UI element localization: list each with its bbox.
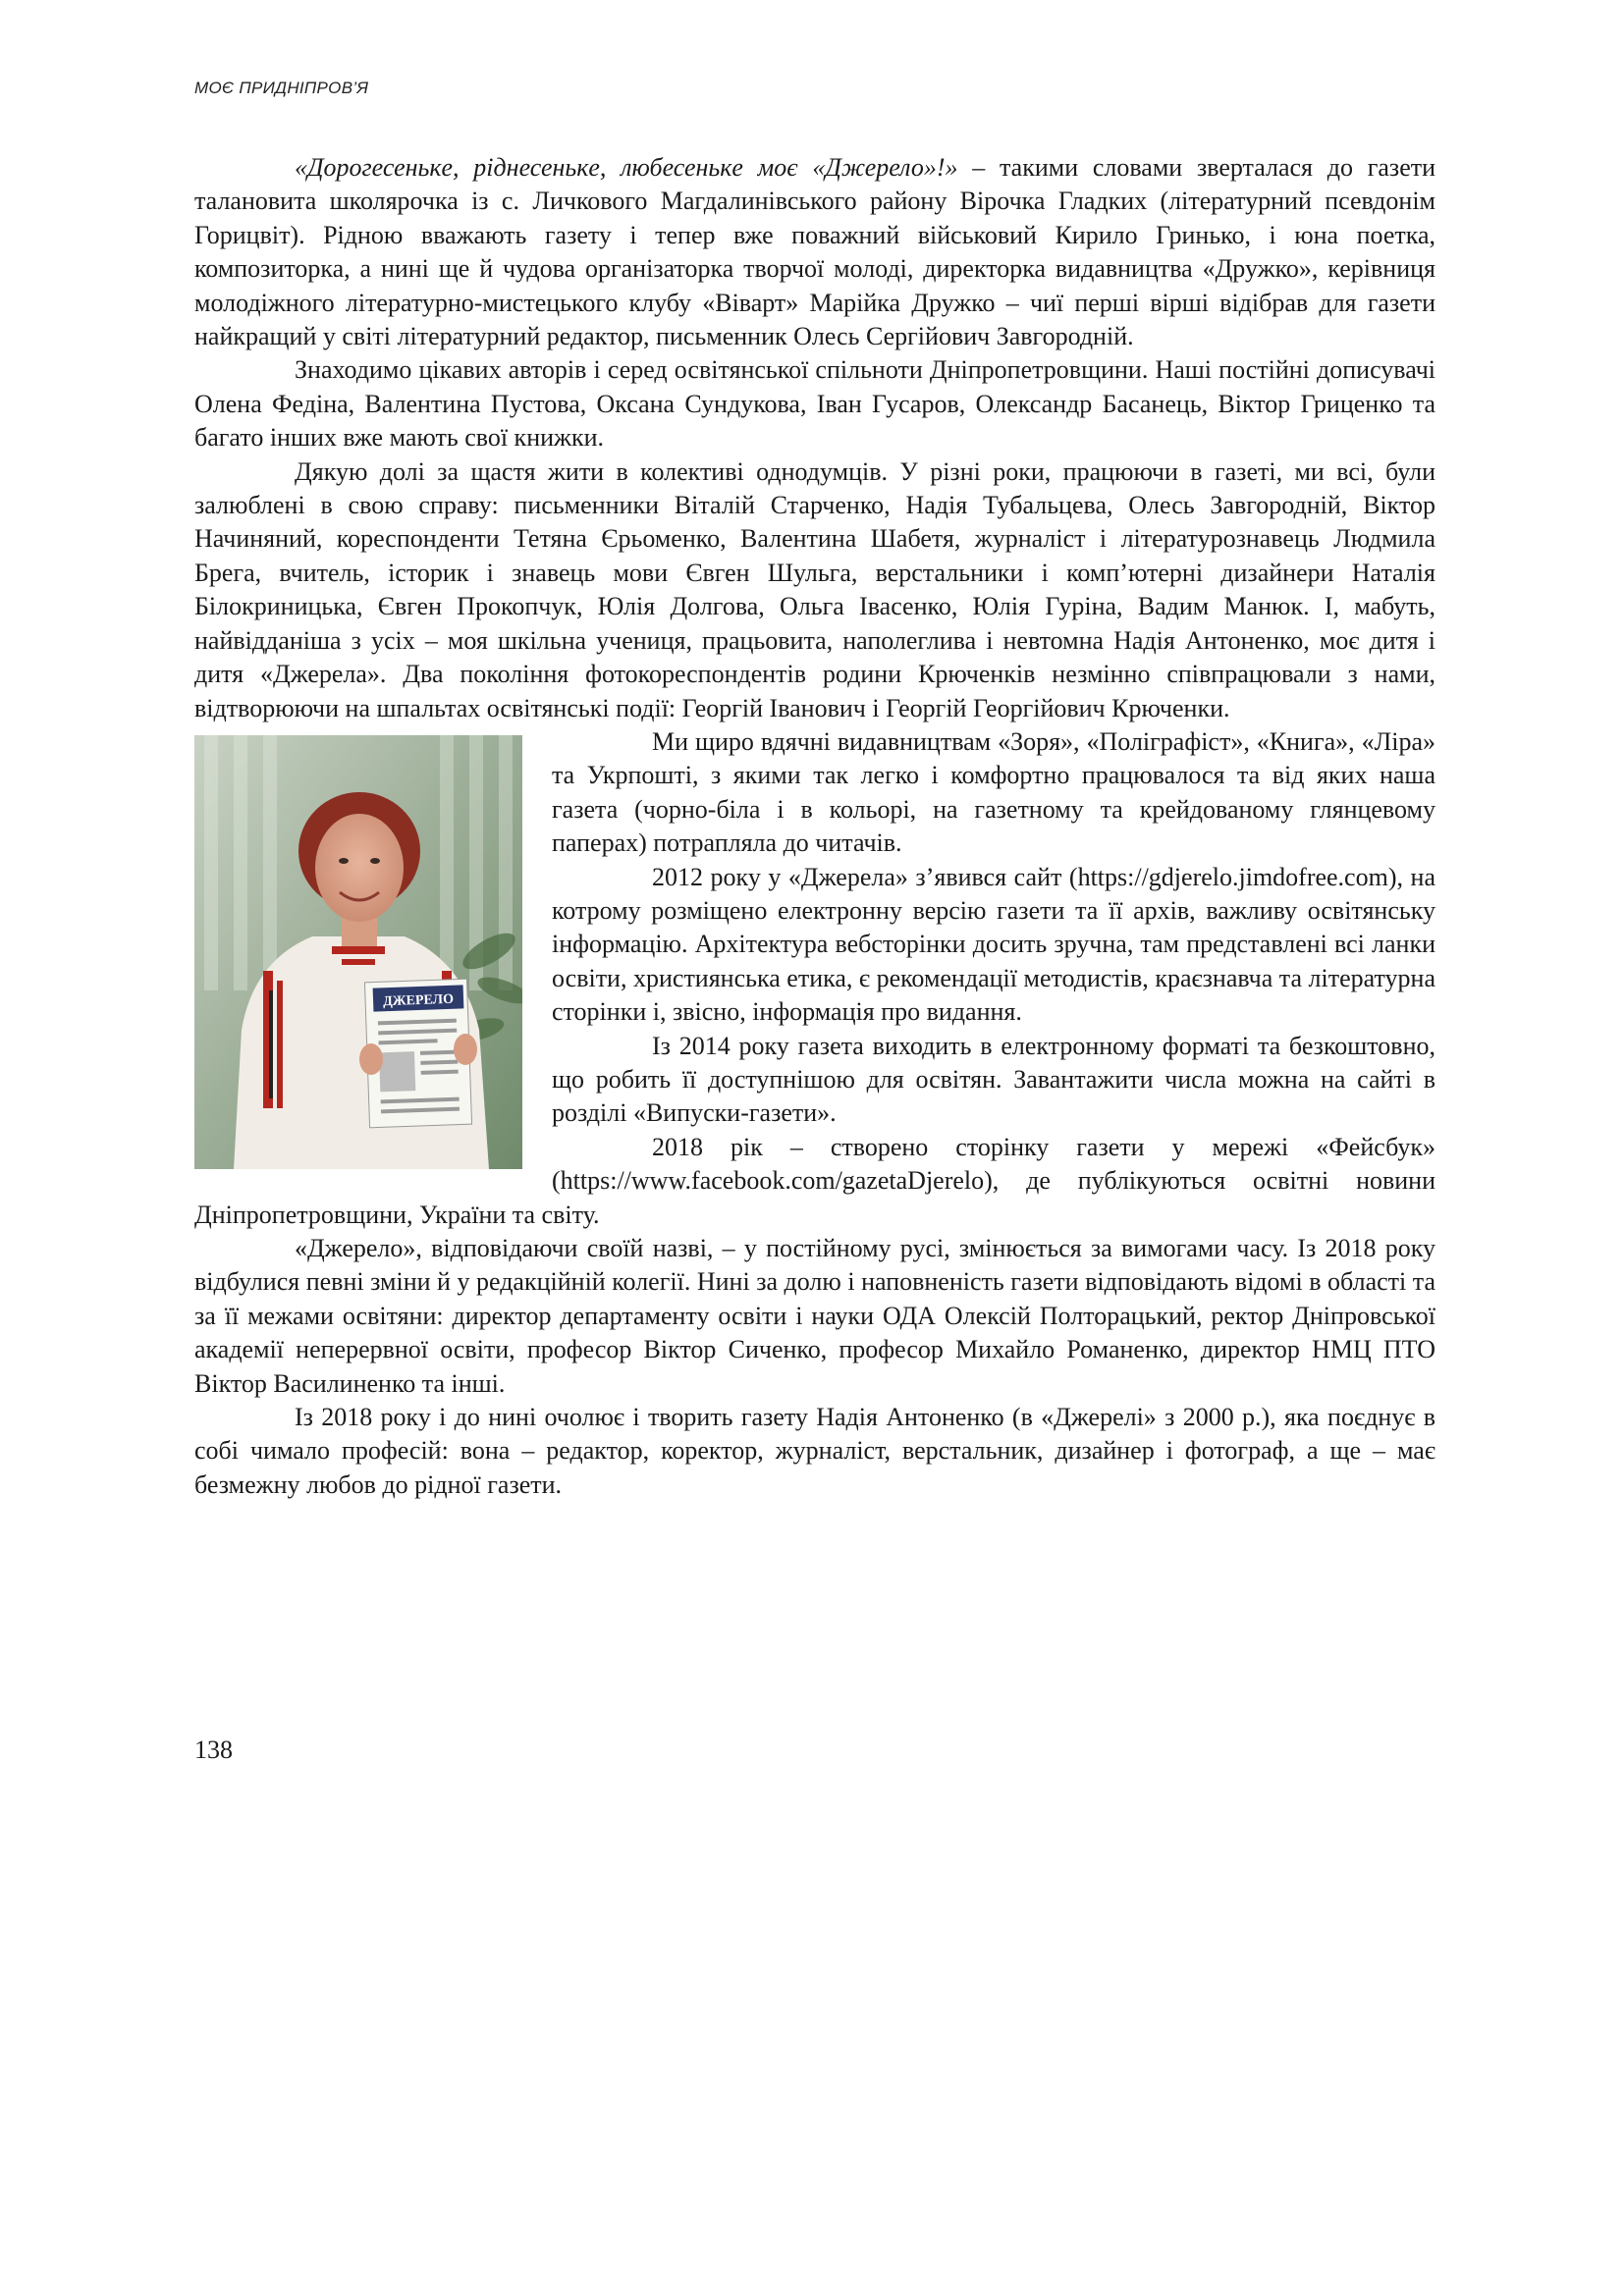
- page-number: 138: [194, 1735, 233, 1764]
- paragraph-9: Із 2018 року і до нині очолює і творить газету Надія Антоненко (в «Джерелі» з 2000 р.), яка поєднує в собі чимало професій: вона – редактор, коректор, журналіст, верстальник, дизайнер і фотограф, а ще – має безмежну любов до рідної газети.: [194, 1403, 1435, 1499]
- paragraph-3: Дякую долі за щастя жити в колективі однодумців. У різні роки, працюючи в газеті, ми всі, були залюблені в свою справу: письменники Віталій Старченко, Надія Тубальцева, Олесь Завгородній, Віктор Начиняний, кореспонденти Тетяна Єрьоменко, Валентина Шабетя, журналіст і літературознавець Людмила Брега, вчитель, історик і знавець мови Євген Шульга, верстальники і комп’ютерні дизайнери Наталія Білокриницька, Євген Прокопчук, Юлія Долгова, Ольга Івасенко, Юлія Гуріна, Вадим Манюк. І, мабуть, найвідданіша з усіх – моя шкільна учениця, працьовита, наполеглива і невтомна Надія Антоненко, моє дитя і дитя «Джерела». Два покоління фотокореспондентів родини Крюченків незмінно співпрацювали з нами, відтворюючи на шпальтах освітянські події: Георгій Іванович і Георгій Георгійович Крюченки.: [194, 456, 1435, 722]
- article-body: [194, 151, 1435, 1502]
- paragraph-1-text: – такими словами зверталася до газети талановита школярочка із с. Личкового Магдалинівського району Вірочка Гладких (літературний псевдонім Горицвіт). Рідною вважають газету і тепер вже поважний військовий Кирило Гринько, і юна поетка, композиторка, а нині ще й чудова організаторка творчої молоді, директорка видавництва «Дружко», керівниця молодіжного літературно-мистецького клубу «Віварт» Марійка Дружко – чиї перші вірші відібрав для газети найкращий у світі літературний редактор, письменник Олесь Сергійович Завгородній.: [194, 153, 1436, 351]
- paragraph-2: Знаходимо цікавих авторів і серед освітянської спільноти Дніпропетровщини. Наші постійні дописувачі Олена Федіна, Валентина Пустова, Оксана Сундукова, Іван Гусаров, Олександр Басанець, Віктор Гриценко та багато інших вже мають свої книжки.: [194, 355, 1435, 453]
- editor-photo-image: [194, 735, 522, 1169]
- running-header: МОЄ ПРИДНІПРОВ’Я: [194, 79, 369, 97]
- paragraph-8: «Джерело», відповідаючи своїй назві, – у постійному русі, змінюється за вимогами часу. Із 2018 року відбулися певні зміни й у редакційній колегії. Нині за долю і наповненість газети відповідають відомі в області та за її межами освітяни: директор департаменту освіти і науки ОДА Олексій Полторацький, ректор Дніпровської академії неперервної освіти, професор Віктор Сиченко, професор Михайло Романенко, директор НМЦ ПТО Віктор Василиненко та інші.: [194, 1234, 1435, 1398]
- paragraph-5: 2012 року у «Джерела» з’явився сайт (https://gdjerelo.jimdofree.com), на котрому розміщено електронну версію газети та її архів, важливу освітянську інформацію. Архітектура вебсторінки досить зручна, там представлені всі ланки освіти, християнська етика, є рекомендації методистів, краєзнавча та літературна сторінки і, звісно, інформація про видання.: [552, 862, 1435, 1027]
- editor-photo: [194, 735, 522, 1169]
- paragraph-6: Із 2014 року газета виходить в електронному форматі та безкоштовно, що робить її доступнішою для освітян. Завантажити числа можна на сайті в розділі «Випуски-газети».: [552, 1031, 1435, 1128]
- opening-quote: «Дорогесенькe, ріднесенькe, любесенькe моє «Джерело»!»: [295, 153, 958, 182]
- paragraph-4: Ми щиро вдячні видавництвам «Зоря», «Поліграфіст», «Книга», «Ліра» та Укрпошті, з якими так легко і комфортно працювалося та від яких наша газета (чорно-біла і в кольорі, на газетному та крейдованому глянцевому паперах) потрапляла до читачів.: [552, 726, 1435, 858]
- paragraph-1: [194, 151, 1435, 353]
- paragraph-7: 2018 рік – створено сторінку газети у мережі «Фейсбук» (https://www.facebook.com/gazetaDjerelo), де публікуються освітні новини Дніпропетровщини, України та світу.: [194, 1132, 1435, 1229]
- newspaper-masthead: ДЖЕРЕЛО: [382, 991, 455, 1010]
